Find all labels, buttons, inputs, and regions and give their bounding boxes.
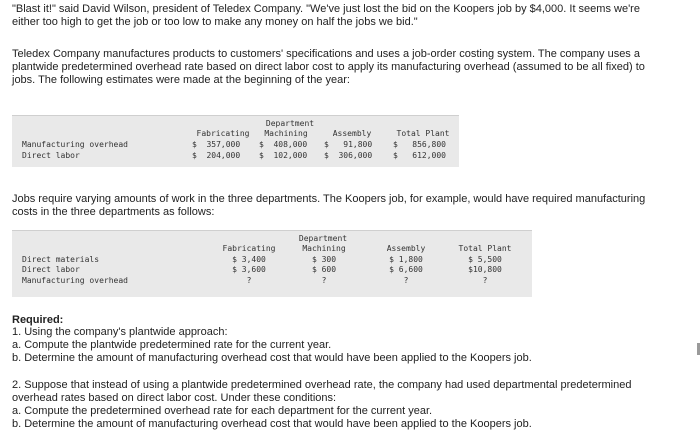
table1-cell: $ 306,000: [324, 151, 373, 160]
required-title: Required:: [12, 314, 64, 326]
context-line-1: Teledex Company manufactures products to customers' specifications and uses a job-order costing system. The company uses a: [12, 48, 640, 60]
question-1b: b. Determine the amount of manufacturing overhead cost that would have been applied to the Koopers job.: [12, 352, 532, 364]
table1-col-machining: Machining: [264, 129, 308, 138]
table2-col-machining: Machining: [302, 244, 346, 253]
table1-cell: $ 204,000: [192, 151, 241, 160]
jobs-line-1: Jobs require varying amounts of work in the three departments. The Koopers job, for example, would have required manufacturing: [12, 193, 646, 205]
table2-cell: $ 3,400: [232, 255, 266, 264]
table1-row-label: Manufacturing overhead: [22, 140, 128, 149]
koopers-costs-table: [12, 230, 532, 297]
table2-row-label: Direct labor: [22, 265, 80, 274]
question-1: 1. Using the company's plantwide approach:: [12, 326, 228, 338]
intro-line-1: "Blast it!" said David Wilson, president of Teledex Company. "We've just lost the bid on the Koopers job by $4,000. It seems we're: [12, 3, 640, 15]
table1-cell: $ 856,800: [393, 140, 446, 149]
table1-col-assembly: Assembly: [332, 129, 372, 138]
table2-cell: ?: [482, 276, 488, 285]
question-2a: a. Compute the predetermined overhead rate for each department for the current year.: [12, 405, 433, 417]
table2-cell: ?: [403, 276, 409, 285]
table2-cell: ?: [321, 276, 327, 285]
context-line-2: plantwide predetermined overhead rate based on direct labor cost to apply its manufacturing overhead (assumed to be all fixed) to: [12, 61, 645, 73]
table2-cell: $ 5,500: [468, 255, 502, 264]
table2-row-label: Direct materials: [22, 255, 100, 264]
table2-cell: $ 1,800: [389, 255, 423, 264]
table2-cell: ?: [246, 276, 252, 285]
table2-col-total-plant: Total Plant: [458, 244, 512, 253]
question-2-line-2: overhead rates based on direct labor cost. Under these conditions:: [12, 392, 337, 404]
table1-col-total-plant: Total Plant: [396, 129, 450, 138]
table1-col-fabricating: Fabricating: [196, 129, 250, 138]
table2-row-label: Manufacturing overhead: [22, 276, 128, 285]
jobs-line-2: costs in the three departments as follows:: [12, 206, 215, 218]
table2-cell: $10,800: [468, 265, 502, 274]
estimates-table: [12, 115, 459, 167]
table1-cell: $ 357,000: [192, 140, 241, 149]
table1-group-header: Department: [265, 119, 315, 128]
table2-col-assembly: Assembly: [386, 244, 426, 253]
table1-cell: $ 91,800: [324, 140, 373, 149]
question-2-line-1: 2. Suppose that instead of using a plantwide predetermined overhead rate, the company had used departmental predetermined: [12, 379, 632, 391]
context-line-3: jobs. The following estimates were made at the beginning of the year:: [12, 74, 350, 86]
table2-group-header: Department: [298, 234, 348, 243]
table1-cell: $ 102,000: [259, 151, 308, 160]
table2-col-fabricating: Fabricating: [222, 244, 276, 253]
table1-row-label: Direct labor: [22, 151, 80, 160]
table2-cell: $ 6,600: [389, 265, 423, 274]
table2-cell: $ 300: [311, 255, 337, 264]
table2-cell: $ 600: [311, 265, 337, 274]
table1-cell: $ 408,000: [259, 140, 308, 149]
question-2b: b. Determine the amount of manufacturing overhead cost that would have been applied to the Koopers job.: [12, 418, 532, 430]
question-1a: a. Compute the plantwide predetermined rate for the current year.: [12, 339, 332, 351]
intro-line-2: either too high to get the job or too low to make any money on half the jobs we bid.": [12, 16, 418, 28]
table1-cell: $ 612,000: [393, 151, 446, 160]
table2-cell: $ 3,600: [232, 265, 266, 274]
